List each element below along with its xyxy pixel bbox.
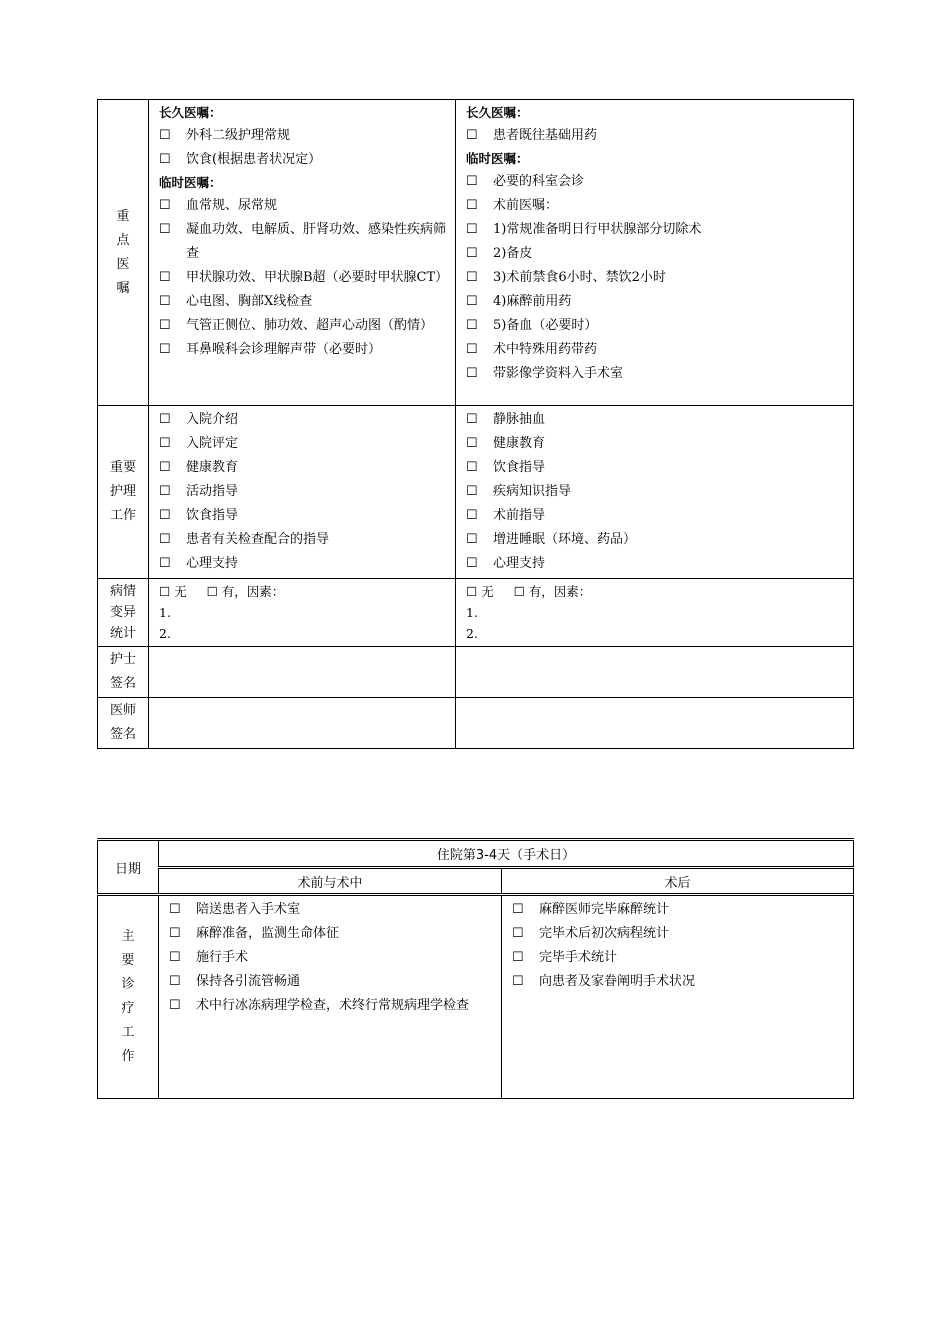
order-item[interactable]: ☐ 带影像学资料入手术室 [466, 362, 847, 386]
checkbox-icon[interactable]: ☐ [159, 198, 171, 213]
variance-reason-line[interactable]: 2. [466, 626, 478, 641]
checkbox-icon[interactable]: ☐ [159, 556, 171, 571]
order-item[interactable]: ☐ 血常规、尿常规 [159, 194, 449, 218]
nursing-work-label-line: 工作 [109, 508, 136, 523]
checkbox-icon[interactable]: ☐ [159, 532, 171, 547]
checkbox-icon[interactable]: ☐ [512, 974, 524, 989]
nurse-signature-label [98, 647, 149, 698]
checkbox-icon[interactable]: ☐ [159, 436, 171, 451]
main-treatment-label [98, 895, 159, 1099]
temporary-orders-heading: 临时医嘱： [466, 151, 529, 166]
checkbox-icon[interactable]: ☐ [169, 974, 181, 989]
variance-reason-line[interactable]: 1. [466, 605, 478, 620]
order-item[interactable]: ☐ 饮食(根据患者状况定） [159, 148, 449, 172]
nursing-work-label-line: 护理 [109, 484, 136, 499]
checkbox-icon[interactable]: ☐ [512, 902, 524, 917]
nursing-item[interactable]: ☐ 心理支持 [159, 552, 449, 576]
treatment-item[interactable]: ☐ 麻醉医师完毕麻醉统计 [512, 898, 847, 922]
checkbox-icon[interactable]: ☐ [466, 174, 478, 189]
treatment-item[interactable]: ☐ 施行手术 [169, 946, 495, 970]
order-item[interactable]: ☐ 1)常规准备明日行甲状腺部分切除术 [466, 218, 847, 242]
checkbox-icon[interactable]: ☐ [159, 342, 171, 357]
nursing-item[interactable]: ☐ 饮食指导 [159, 504, 449, 528]
checkbox-icon[interactable]: ☐ [159, 152, 171, 167]
checkbox-icon[interactable]: ☐ [512, 950, 524, 965]
variance-reason-line[interactable]: 1. [159, 605, 171, 620]
variance-right-cell [456, 579, 854, 647]
treatment-item[interactable]: ☐ 保持各引流管畅通 [169, 970, 495, 994]
key-orders-label-char: 嘱 [116, 280, 130, 296]
variance-none-option: 无 [174, 584, 187, 599]
temporary-orders-heading: 临时医嘱： [159, 175, 222, 190]
checkbox-icon[interactable]: ☐ [466, 412, 478, 427]
main-treatment-label-char: 主 [121, 929, 135, 944]
variance-has-option: 有，因素： [221, 584, 285, 599]
nurse-signature-label-line: 护士 [109, 652, 136, 667]
nursing-item[interactable]: ☐ 增进睡眠（环境、药品） [466, 528, 847, 552]
pre-intra-op-header [159, 868, 502, 895]
checkbox-icon[interactable]: ☐ [159, 294, 171, 309]
treatment-item[interactable]: ☐ 完毕手术统计 [512, 946, 847, 970]
clinical-pathway-table-surgery-day [97, 838, 854, 1099]
checkbox-icon[interactable]: ☐ [466, 584, 478, 599]
nurse-signature-field-right[interactable] [456, 647, 854, 698]
checkbox-icon[interactable]: ☐ [466, 460, 478, 475]
post-op-header [502, 868, 854, 895]
order-item[interactable]: ☐ 气管正侧位、肺功效、超声心动图（酌情） [159, 314, 449, 338]
checkbox-icon[interactable]: ☐ [159, 412, 171, 427]
checkbox-icon[interactable]: ☐ [159, 318, 171, 333]
treatment-item[interactable]: ☐ 术中行冰冻病理学检查，术终行常规病理学检查 [169, 994, 495, 1018]
surgery-day-columns-row [98, 868, 854, 895]
checkbox-icon[interactable]: ☐ [466, 342, 478, 357]
checkbox-icon[interactable]: ☐ [466, 128, 478, 143]
variance-label-line: 统计 [109, 626, 136, 641]
order-item[interactable]: ☐ 耳鼻喉科会诊理解声带（必要时） [159, 338, 449, 362]
day-title-cell [159, 840, 854, 868]
checkbox-icon[interactable]: ☐ [159, 484, 171, 499]
date-label: 日期 [114, 861, 141, 877]
nursing-work-right-cell [456, 406, 854, 579]
order-item[interactable]: ☐ 4)麻醉前用药 [466, 290, 847, 314]
surgery-day-title-row [98, 840, 854, 868]
main-treatment-label-char: 要 [121, 953, 135, 968]
variance-label-line: 病情 [109, 584, 136, 599]
nursing-item[interactable]: ☐ 健康教育 [466, 432, 847, 456]
pre-intra-op-cell [159, 895, 502, 1099]
variance-options [466, 581, 847, 602]
nursing-item[interactable]: ☐ 心理支持 [466, 552, 847, 576]
post-op-cell [502, 895, 854, 1099]
main-treatment-row [98, 895, 854, 1099]
nursing-item[interactable]: ☐ 活动指导 [159, 480, 449, 504]
checkbox-icon[interactable]: ☐ [169, 998, 181, 1013]
nursing-work-label [98, 406, 149, 579]
pre-intra-op-header-label: 术前与术中 [297, 875, 363, 891]
nursing-item[interactable]: ☐ 静脉抽血 [466, 408, 847, 432]
order-item[interactable]: ☐ 3)术前禁食6小时、禁饮2小时 [466, 266, 847, 290]
checkbox-icon[interactable]: ☐ [466, 366, 478, 381]
treatment-item[interactable]: ☐ 陪送患者入手术室 [169, 898, 495, 922]
variance-left-cell [149, 579, 456, 647]
checkbox-icon[interactable]: ☐ [169, 926, 181, 941]
doctor-signature-field-left[interactable] [149, 698, 456, 749]
checkbox-icon[interactable]: ☐ [159, 584, 171, 599]
key-orders-right-cell [456, 100, 854, 406]
variance-none-option: 无 [481, 584, 494, 599]
key-orders-label [98, 100, 149, 406]
checkbox-icon[interactable]: ☐ [206, 584, 218, 599]
checkbox-icon[interactable]: ☐ [169, 902, 181, 917]
checkbox-icon[interactable]: ☐ [159, 222, 171, 237]
treatment-item[interactable]: ☐ 完毕术后初次病程统计 [512, 922, 847, 946]
checkbox-icon[interactable]: ☐ [466, 318, 478, 333]
checkbox-icon[interactable]: ☐ [466, 532, 478, 547]
nursing-item[interactable]: ☐ 疾病知识指导 [466, 480, 847, 504]
doctor-signature-row [98, 698, 854, 749]
order-item[interactable]: ☐ 术中特殊用药带药 [466, 338, 847, 362]
nurse-signature-label-line: 签名 [109, 676, 136, 691]
checkbox-icon[interactable]: ☐ [466, 198, 478, 213]
day-title: 住院第3-4天（手术日） [436, 848, 576, 863]
nurse-signature-row [98, 647, 854, 698]
doctor-signature-field-right[interactable] [456, 698, 854, 749]
nurse-signature-field-left[interactable] [149, 647, 456, 698]
order-item[interactable]: ☐ 外科二级护理常规 [159, 124, 449, 148]
checkbox-icon[interactable]: ☐ [466, 484, 478, 499]
main-treatment-label-char: 诊 [121, 977, 135, 992]
order-item[interactable]: ☐ 心电图、胸部X线检查 [159, 290, 449, 314]
nursing-work-label-line: 重要 [109, 460, 136, 475]
doctor-signature-label [98, 698, 149, 749]
nursing-item[interactable]: ☐ 术前指导 [466, 504, 847, 528]
key-orders-label-char: 点 [116, 232, 130, 248]
checkbox-icon[interactable]: ☐ [512, 926, 524, 941]
checkbox-icon[interactable]: ☐ [169, 950, 181, 965]
checkbox-icon[interactable]: ☐ [159, 128, 171, 143]
variance-has-option: 有，因素： [528, 584, 592, 599]
variance-row [98, 579, 854, 647]
order-item[interactable]: ☐ 2)备皮 [466, 242, 847, 266]
treatment-item[interactable]: ☐ 麻醉准备，监测生命体征 [169, 922, 495, 946]
checkbox-icon[interactable]: ☐ [466, 436, 478, 451]
doctor-signature-label-line: 医师 [109, 703, 136, 718]
variance-options [159, 581, 449, 602]
key-orders-left-cell [149, 100, 456, 406]
nursing-item[interactable]: ☐ 健康教育 [159, 456, 449, 480]
order-item[interactable]: ☐ 凝血功效、电解质、肝肾功效、感染性疾病筛查 [159, 218, 449, 266]
order-item[interactable]: ☐ 患者既往基础用药 [466, 124, 847, 148]
date-label-cell [98, 840, 159, 895]
main-treatment-label-char: 工 [121, 1025, 135, 1040]
checkbox-icon[interactable]: ☐ [159, 460, 171, 475]
checkbox-icon[interactable]: ☐ [466, 246, 478, 261]
checkbox-icon[interactable]: ☐ [466, 294, 478, 309]
variance-label [98, 579, 149, 647]
checkbox-icon[interactable]: ☐ [466, 222, 478, 237]
main-treatment-label-char: 疗 [121, 1001, 135, 1016]
checkbox-icon[interactable]: ☐ [159, 508, 171, 523]
checkbox-icon[interactable]: ☐ [466, 508, 478, 523]
nursing-work-left-cell [149, 406, 456, 579]
checkbox-icon[interactable]: ☐ [466, 556, 478, 571]
long-term-orders-heading: 长久医嘱： [159, 105, 222, 120]
clinical-pathway-table-upper [97, 99, 854, 749]
checkbox-icon[interactable]: ☐ [513, 584, 525, 599]
order-item[interactable]: ☐ 5)备血（必要时） [466, 314, 847, 338]
long-term-orders-heading: 长久医嘱： [466, 105, 529, 120]
nursing-item[interactable]: ☐ 患者有关检查配合的指导 [159, 528, 449, 552]
order-item[interactable]: ☐ 术前医嘱： [466, 194, 847, 218]
variance-label-line: 变异 [109, 605, 136, 620]
checkbox-icon[interactable]: ☐ [159, 270, 171, 285]
variance-reason-line[interactable]: 2. [159, 626, 171, 641]
nursing-item[interactable]: ☐ 入院介绍 [159, 408, 449, 432]
doctor-signature-label-line: 签名 [109, 727, 136, 742]
key-orders-label-char: 重 [116, 208, 130, 224]
checkbox-icon[interactable]: ☐ [466, 270, 478, 285]
order-item[interactable]: ☐ 必要的科室会诊 [466, 170, 847, 194]
post-op-header-label: 术后 [664, 875, 691, 891]
main-treatment-label-char: 作 [121, 1049, 135, 1064]
nursing-work-row [98, 406, 854, 579]
key-orders-row [98, 100, 854, 406]
treatment-item[interactable]: ☐ 向患者及家眷阐明手术状况 [512, 970, 847, 994]
key-orders-label-char: 医 [116, 256, 130, 272]
nursing-item[interactable]: ☐ 饮食指导 [466, 456, 847, 480]
order-item[interactable]: ☐ 甲状腺功效、甲状腺B超（必要时甲状腺CT） [159, 266, 449, 290]
nursing-item[interactable]: ☐ 入院评定 [159, 432, 449, 456]
